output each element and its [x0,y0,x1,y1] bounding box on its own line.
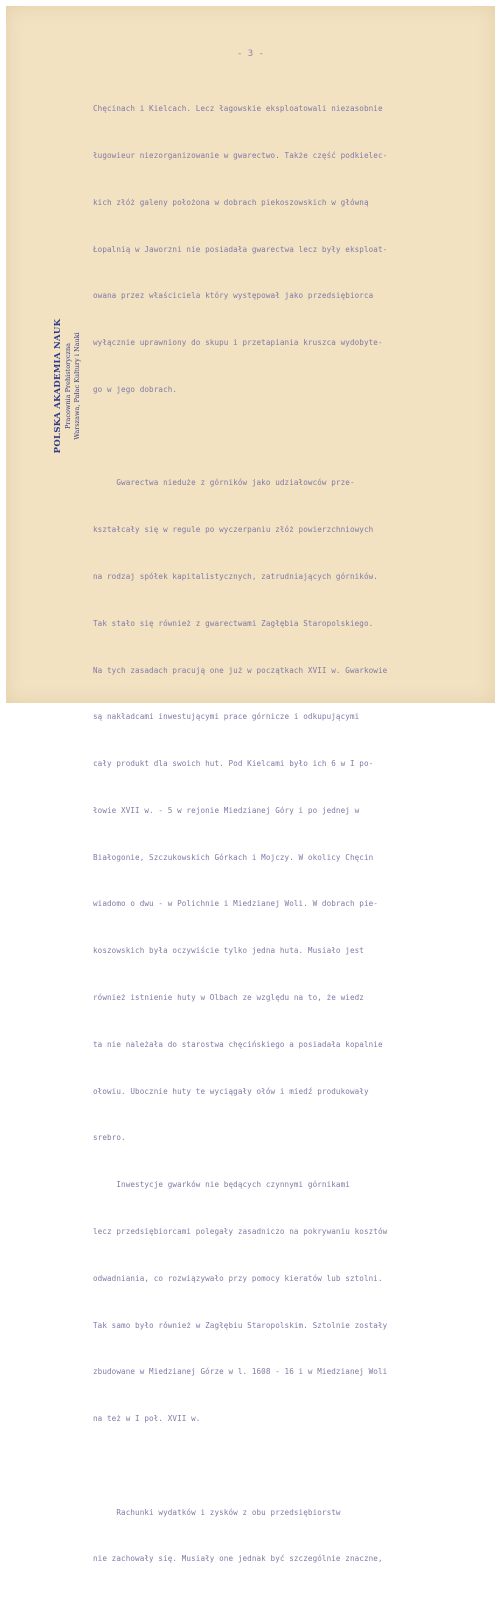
document-page [6,6,495,1564]
text-line: go w jego dobrach. [93,384,178,394]
text-line: na rodzaj spółek kapitalistycznych, zatrudniających górników. [93,572,378,581]
typewritten-body [93,70,485,1598]
text-line: lecz przedsiębiorcami polegały zasadniczo na pokrywaniu kosztów [93,1226,388,1236]
institution-stamp [40,296,94,476]
text-line: srebro. [93,1133,126,1143]
text-line: Łopalnią w Jaworzni nie posiadała gwarectwa lecz były eksploat- [93,244,388,254]
text-line: cały produkt dla swoich hut. Pod Kielcami było ich 6 w I po- [93,759,374,769]
text-line: Inwestycje gwarków nie będących czynnymi górnikami [93,1180,350,1190]
text-line: kich złóż galeny położona w dobrach piekoszowskich w główną [93,197,369,207]
text-line: na też w I poł. XVII w. [93,1414,201,1424]
text-line [93,429,485,445]
text-line: wyłącznie uprawniony do skupu i przetapiania kruszca wydobyte- [93,338,383,348]
text-line: łowie XVII w. - 5 w rejonie Miedzianej Góry i po jednej w [93,805,360,815]
page-number: - 3 - [236,49,265,59]
stamp-text [53,296,81,476]
stamp-institution: POLSKA AKADEMIA NAUK [53,318,63,454]
text-line: Gwarectwa nieduże z górników jako udziałowców prze- [93,478,355,488]
text-line: również istnienie huty w Olbach ze względu na to, że wiedz [93,993,364,1003]
text-line: Białogonie, Szczukowskich Górkach i Mojczy. W okolicy Chęcin [93,852,374,862]
text-line: Rachunki wydatków i zysków z obu przedsiębiorstw [93,1507,341,1517]
text-line: wiadomo o dwu - w Polichnie i Miedzianej Woli. W dobrach pie- [93,899,378,909]
text-line: nie zachowały się. Musiały one jednak być szczególnie znaczne, [93,1554,383,1564]
text-line: odwadniania, co rozwiązywało przy pomocy kieratów lub sztolni. [93,1273,383,1283]
text-line: ługowieur niezorganizowanie w gwarectwo. Także część podkielec- [93,150,388,160]
text-line: Tak samo było również w Zagłębiu Staropolskim. Sztolnie zostały [93,1320,388,1330]
stamp-address: Warszawa, Pałac Kultury i Nauki [73,332,81,440]
text-line: koszowskich była oczywiście tylko jedna huta. Musiało jest [93,946,364,956]
text-line: Na tych zasadach pracują one już w początkach XVII w. Gwarkowie [93,665,388,675]
text-line: ołowiu. Ubocznie huty te wyciągały ołów i miedź produkowały [93,1086,369,1096]
text-line: zbudowane w Miedzianej Górze w l. 1608 - 16 i w Miedzianej Woli [93,1367,388,1377]
text-line: są nakładcami inwestującymi prace górnicze i odkupującymi [93,712,360,722]
text-line: Chęcinach i Kielcach. Lecz łagowskie eksploatowali niezasobnie [93,104,383,114]
text-line: ta nie należała do starostwa chęcińskiego a posiadała kopalnie [93,1039,383,1049]
text-line: kształcały się w regule po wyczerpaniu złóż powierzchniowych [93,525,374,535]
text-line: owana przez właściciela który występował jako przedsiębiorca [93,291,374,301]
text-line: Tak stało się również z gwarectwami Zagłębia Staropolskiego. [93,618,374,628]
stamp-department: Pracownia Prehistoryczna [64,342,72,430]
text-line [93,1458,485,1474]
